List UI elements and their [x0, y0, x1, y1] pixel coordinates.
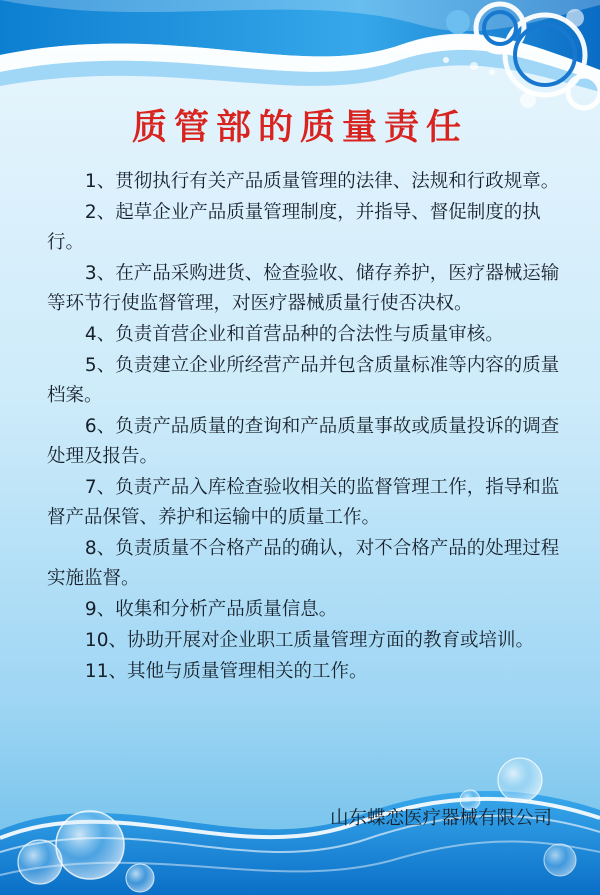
company-name: 山东蝶恋医疗器械有限公司	[329, 808, 552, 829]
list-item: 1、贯彻执行有关产品质量管理的法律、法规和行政规章。	[84, 171, 560, 192]
list-item: 11、其他与质量管理相关的工作。	[84, 661, 368, 682]
list-item: 9、收集和分析产品质量信息。	[84, 599, 338, 620]
list-item: 5、负责建立企业所经营产品并包含质量标准等内容的质量档案。	[47, 355, 560, 406]
responsibility-list	[47, 167, 562, 688]
page-title: 质管部的质量责任	[131, 108, 468, 148]
list-item: 8、负责质量不合格产品的确认，对不合格产品的处理过程实施监督。	[47, 538, 560, 589]
list-item: 2、起草企业产品质量管理制度，并指导、督促制度的执行。	[47, 202, 541, 253]
list-item: 6、负责产品质量的查询和产品质量事故或质量投诉的调查处理及报告。	[47, 416, 560, 467]
list-item: 7、负责产品入库检查验收相关的监督管理工作，指导和监督产品保管、养护和运输中的质量工作。	[47, 477, 560, 528]
list-item: 4、负责首营企业和首营品种的合法性与质量审核。	[84, 324, 504, 345]
list-item: 10、协助开展对企业职工质量管理方面的教育或培训。	[84, 630, 534, 651]
list-item: 3、在产品采购进货、检查验收、储存养护，医疗器械运输等环节行使监督管理，对医疗器械质量行使否决权。	[47, 263, 560, 314]
